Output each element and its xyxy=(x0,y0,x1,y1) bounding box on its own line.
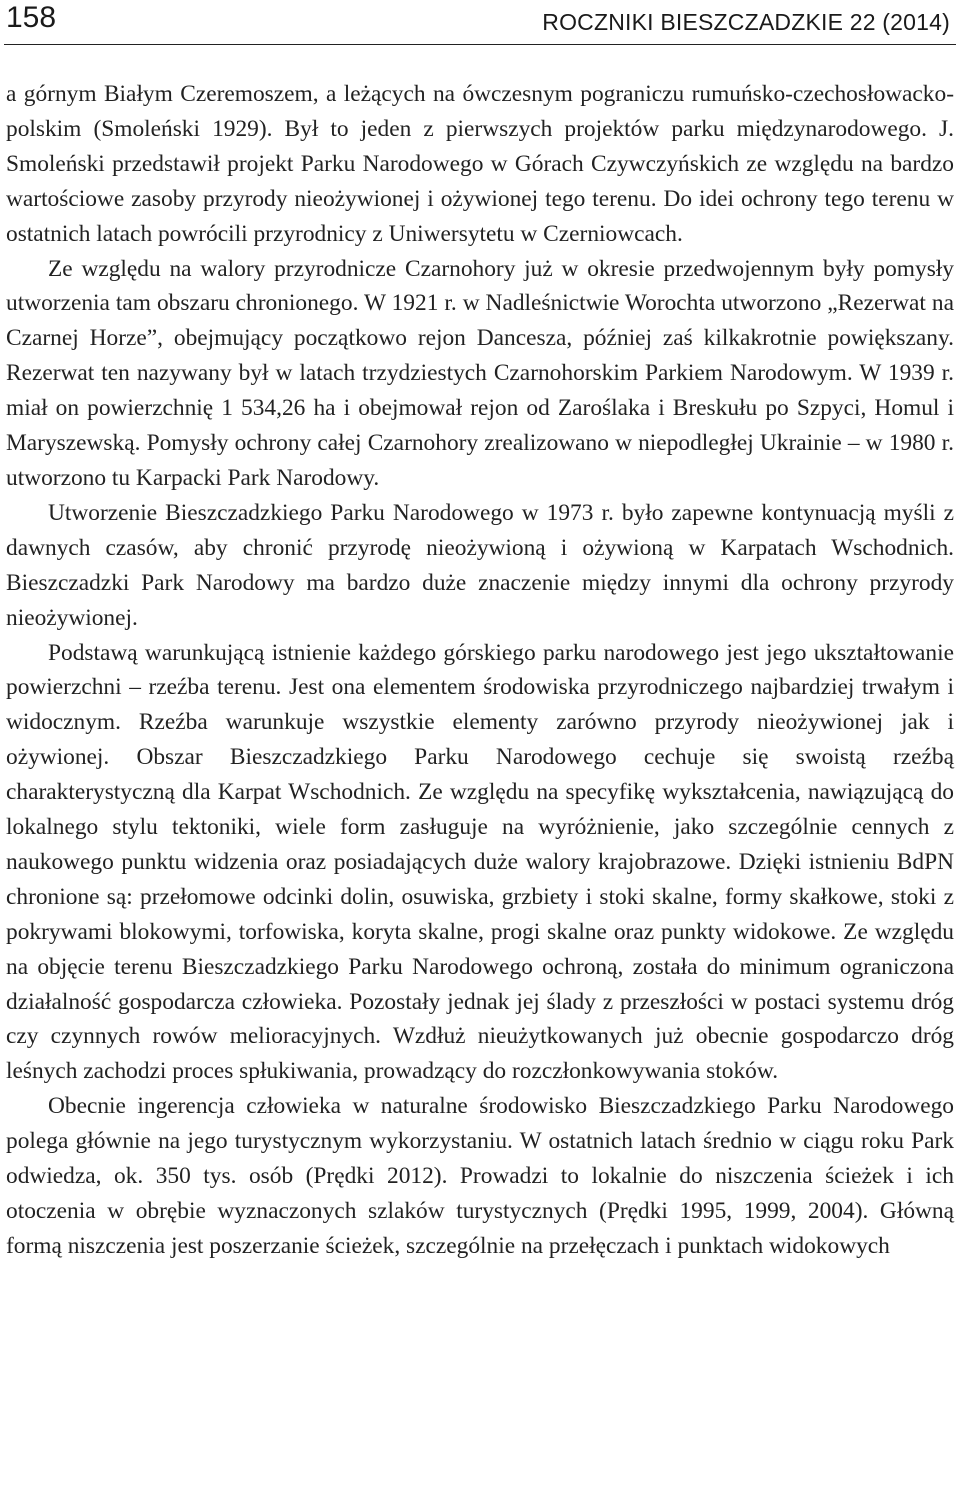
paragraph-2: Ze względu na walory przyrodnicze Czarnohory już w okresie przedwojennym były pomysły utworzenia tam obszaru chronionego. W 1921 r. w Nadleśnictwie Worochta utworzono „Rezerwat na Czarnej Horze”, obejmujący początkowo rejon Dancesza, później zaś kilkakrotnie powiększany. Rezerwat ten nazywany był w latach trzydziestych Czarnohorskim Parkiem Narodowym. W 1939 r. miał on powierzchnię 1 534,26 ha i obejmował rejon od Zaroślaka i Breskułu po Szpyci, Homul i Maryszewską. Pomysły ochrony całej Czarnohory zrealizowano w niepodległej Ukrainie – w 1980 r. utworzono tu Karpacki Park Narodowy. xyxy=(6,255,954,491)
running-title: ROCZNIKI BIESZCZADZKIE 22 (2014) xyxy=(542,9,950,35)
paragraph-5: Obecnie ingerencja człowieka w naturalne środowisko Bieszczadzkiego Parku Narodowego polega głównie na jego turystycznym wykorzystaniu. W ostatnich latach średnio w ciągu roku Park odwiedza, ok. 350 tys. osób (Prędki 2012). Prowadzi to lokalnie do niszczenia ścieżek i ich otoczenia w obrębie wyznaczonych szlaków turystycznych (Prędki 1995, 1999, 2004). Główną formą niszczenia jest poszerzanie ścieżek, szczególnie na przełęczach i punktach widokowych xyxy=(6,1093,954,1259)
paragraph-1: a górnym Białym Czeremoszem, a leżących na ówczesnym pograniczu rumuńsko-czechosłowacko-polskim (Smoleński 1929). Był to jeden z pierwszych projektów parku międzynarodowego. J. Smoleński przedstawił projekt Parku Narodowego w Górach Czywczyńskich ze względu na bardzo wartościowe zasoby przyrody nieożywionej i ożywionej tego terenu. Do idei ochrony tego terenu w ostatnich latach powrócili przyrodnicy z Uniwersytetu w Czerniowcach. xyxy=(6,81,954,247)
paragraph-4: Podstawą warunkującą istnienie każdego górskiego parku narodowego jest jego ukształtowanie powierzchni – rzeźba terenu. Jest ona elementem środowiska przyrodniczego najbardziej trwałym i widocznym. Rzeźba warunkuje wszystkie elementy zarówno przyrody nieożywionej jak i ożywionej. Obszar Bieszczadzkiego Parku Narodowego cechuje się swoistą rzeźbą charakterystyczną dla Karpat Wschodnich. Ze względu na specyfikę wykształcenia, nawiązującą do lokalnego stylu tektoniki, wiele form zasługuje na wyróżnienie, jako szczególnie cennych z naukowego punktu widzenia oraz posiadających duże walory krajobrazowe. Dzięki istnieniu BdPN chronione są: przełomowe odcinki dolin, osuwiska, grzbiety i stoki skalne, formy skałkowe, stoki z pokrywami blokowymi, torfowiska, koryta skalne, progi skalne oraz punkty widokowe. Ze względu na objęcie terenu Bieszczadzkiego Parku Narodowego ochroną, została do minimum ograniczona działalność gospodarcza człowieka. Pozostały jednak jej ślady z przeszłości w postaci systemu dróg czy czynnych rowów melioracyjnych. Wzdłuż nieużytkowanych już obecnie gospodarczo dróg leśnych zachodzi proces spłukiwania, prowadzący do rozczłonkowywania stoków. xyxy=(6,639,954,1085)
page-number: 158 xyxy=(6,1,57,34)
page-header xyxy=(0,0,960,46)
body-text xyxy=(6,77,954,1264)
header-rule xyxy=(4,44,956,45)
paragraph-3: Utworzenie Bieszczadzkiego Parku Narodowego w 1973 r. było zapewne kontynuacją myśli z dawnych czasów, aby chronić przyrodę nieożywioną i ożywioną w Karpatach Wschodnich. Bieszczadzki Park Narodowy ma bardzo duże znaczenie między innymi dla ochrony przyrody nieożywionej. xyxy=(6,499,954,631)
